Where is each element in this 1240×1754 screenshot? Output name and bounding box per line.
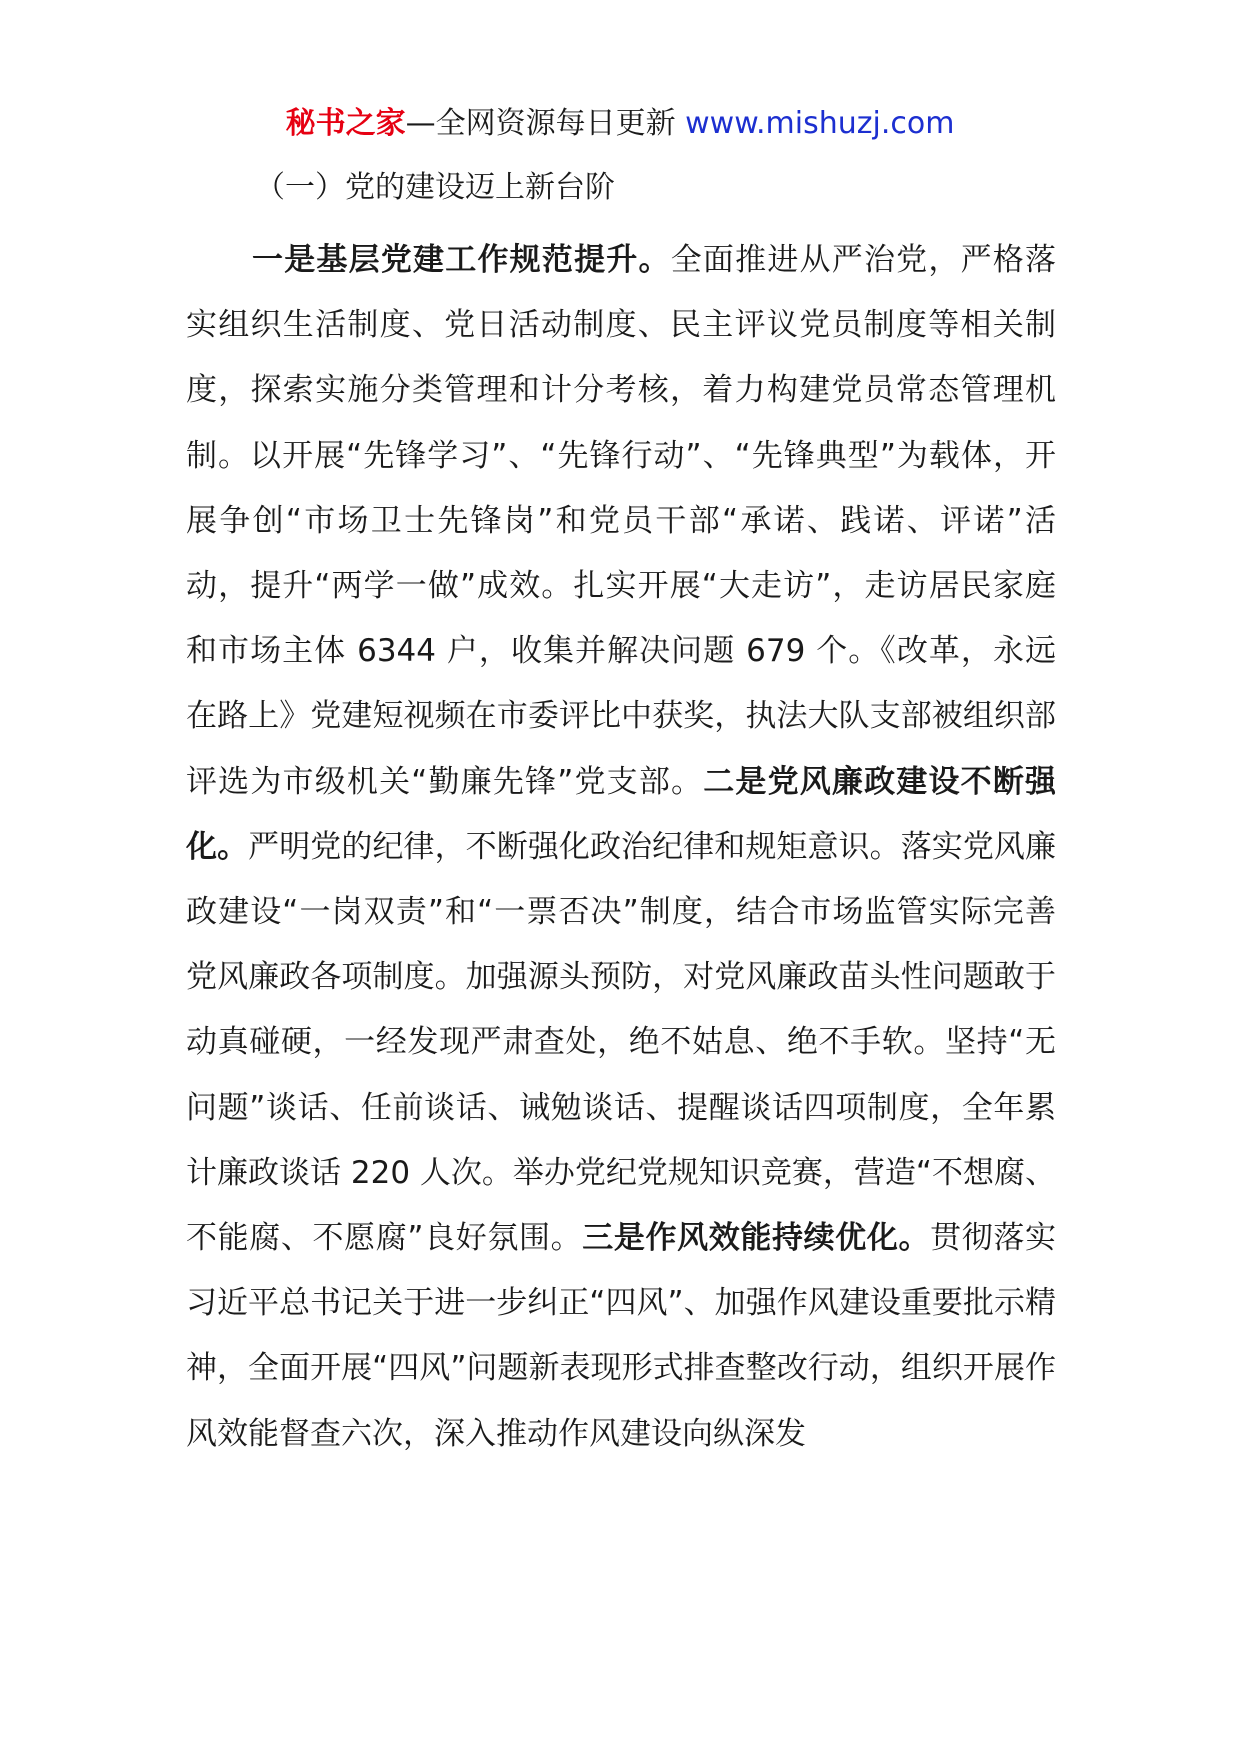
lead-phrase-1: 一是基层党建工作规范提升。 bbox=[252, 242, 671, 278]
body-paragraph bbox=[186, 228, 1056, 1467]
lead-phrase-3: 三是作风效能持续优化。 bbox=[582, 1220, 931, 1257]
site-url[interactable]: www.mishuzj.com bbox=[685, 106, 955, 141]
section-heading: （一）党的建设迈上新台阶 bbox=[255, 170, 615, 205]
body-text-1: 全面推进从严治党，严格落实组织生活制度、党日活动制度、民主评议党员制度等相关制度，探索实施分类管理和计分考核，着力构建党员常态管理机制。以开展“先锋学习”、“先锋行动”、“先锋典型”为载体，开展争创“市场卫士先锋岗”和党员干部“承诺、践诺、评诺”活动，提升“两学一做”成效。扎实开展“大走访”，走访居民家庭和市场主体 6344 户，收集并解决问题 679 个。《改革，永远在路上》党建短视频在市委评比中获奖，执法大队支部被组织部评选为市级机关“勤廉先锋”党支部。 bbox=[186, 242, 1057, 800]
site-header bbox=[0, 100, 1240, 148]
body-text-3: 贯彻落实习近平总书记关于进一步纠正“四风”、加强作风建设重要批示精神，全面开展“四风”问题新表现形式排查整改行动，组织开展作风效能督查六次，深入推动作风建设向纵深发 bbox=[186, 1220, 1057, 1452]
body-text-2: 严明党的纪律，不断强化政治纪律和规矩意识。落实党风廉政建设“一岗双责”和“一票否决”制度，结合市场监管实际完善党风廉政各项制度。加强源头预防，对党风廉政苗头性问题敢于动真碰硬，一经发现严肃查处，绝不姑息、绝不手软。坚持“无问题”谈话、任前谈话、诫勉谈话、提醒谈话四项制度，全年累计廉政谈话 220 人次。举办党纪党规知识竞赛，营造“不想腐、不能腐、不愿腐”良好氛围。 bbox=[186, 828, 1057, 1257]
site-name: 秘书之家 bbox=[285, 106, 406, 141]
lead-phrase-2: 二是党风廉政建设不断强化。 bbox=[186, 763, 1057, 865]
site-tagline: —全网资源每日更新 bbox=[405, 106, 686, 141]
